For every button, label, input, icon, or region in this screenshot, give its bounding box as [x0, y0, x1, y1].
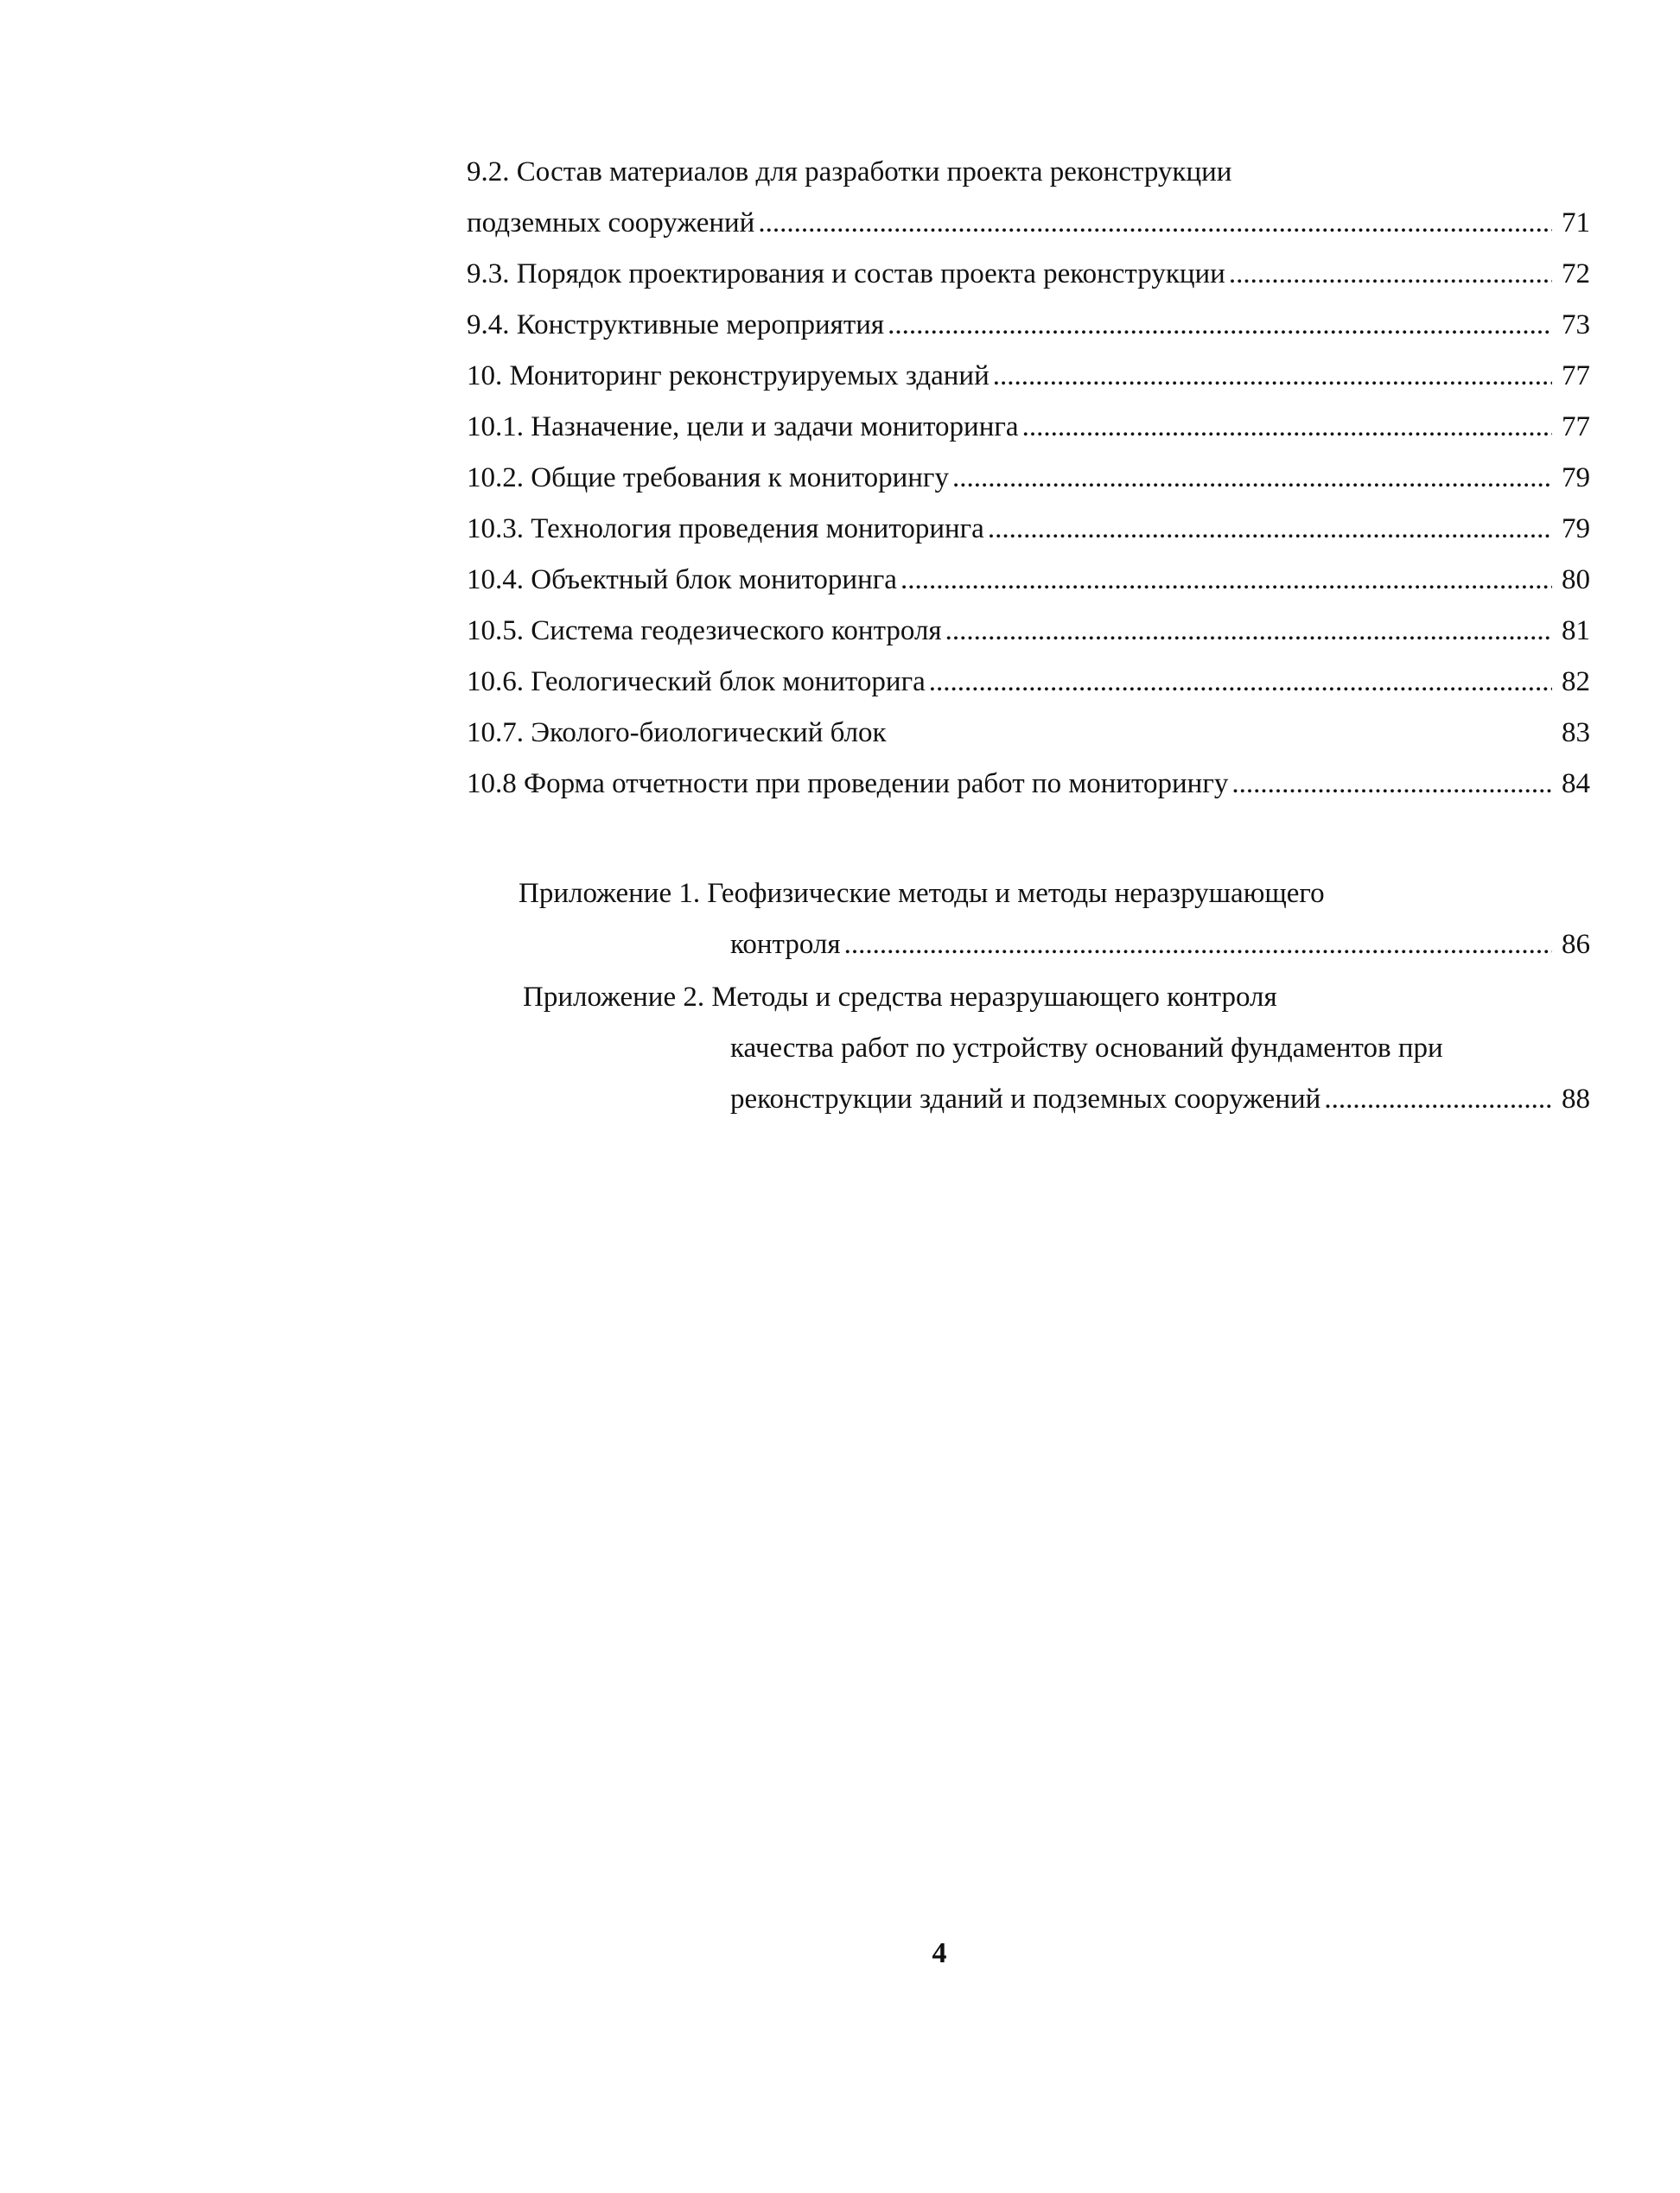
toc-entry-title: 9.4. Конструктивные мероприятия: [467, 309, 885, 340]
dot-leader: [844, 919, 1552, 970]
dot-leader: [1324, 1074, 1552, 1125]
appendix-page: 86: [1562, 929, 1590, 960]
dot-leader: [900, 555, 1552, 606]
appendix-line: [519, 1074, 1590, 1125]
toc-entry-page: 73: [1562, 309, 1590, 340]
toc-entry-title: 10.3. Технология проведения мониторинга: [467, 513, 984, 544]
toc-entry-title: 10.1. Назначение, цели и задачи мониторинга: [467, 411, 1019, 442]
toc-entry-title: 10.4. Объектный блок мониторинга: [467, 564, 897, 595]
toc-entry-page: 77: [1562, 360, 1590, 391]
appendix-title-continued: качества работ по устройству оснований фундаментов при: [730, 1033, 1443, 1064]
dot-leader: [1022, 402, 1552, 453]
toc-entry-page: 79: [1562, 513, 1590, 544]
toc-entry: [467, 504, 1590, 555]
dot-leader: [929, 657, 1552, 708]
dot-leader: [988, 504, 1552, 555]
toc-entry: [467, 300, 1590, 351]
dot-leader: [1231, 759, 1552, 810]
dot-leader: [1229, 249, 1552, 300]
toc-entry-title: подземных сооружений: [467, 207, 755, 238]
toc-entry-page: 82: [1562, 666, 1590, 697]
toc-entry: [467, 351, 1590, 402]
dot-leader: [888, 300, 1552, 351]
appendix-title: Приложение 2. Методы и средства неразрушающего контроля: [523, 982, 1277, 1013]
toc-entry: [467, 555, 1590, 606]
toc-entry-page: 84: [1562, 768, 1590, 799]
toc-entry: [467, 606, 1590, 657]
appendix-1-entry: [519, 868, 1590, 970]
toc-entry-title: 10.6. Геологический блок мониторига: [467, 666, 926, 697]
toc-entry: [467, 453, 1590, 504]
appendix-title-continued: контроля: [730, 929, 841, 960]
toc-entry-title: 10.8 Форма отчетности при проведении работ по мониторингу: [467, 768, 1229, 799]
toc-entry-title: 9.2. Состав материалов для разработки проекта реконструкции: [467, 156, 1232, 188]
toc-entry-page: 81: [1562, 615, 1590, 646]
toc-entry-title: 10.7. Эколого-биологический блок: [467, 717, 887, 748]
toc-entry-title: 10.5. Система геодезического контроля: [467, 615, 942, 646]
table-of-contents: [467, 147, 1590, 810]
toc-entry: [467, 657, 1590, 708]
toc-entry: [467, 198, 1590, 249]
toc-entry: [467, 708, 1590, 759]
toc-entry-page: 77: [1562, 411, 1590, 442]
toc-entry-page: 83: [1562, 717, 1590, 748]
dot-leader: [993, 351, 1552, 402]
appendix-title-continued: реконструкции зданий и подземных сооружений: [730, 1084, 1321, 1115]
appendix-line: [519, 972, 1590, 1023]
toc-entry-page: 71: [1562, 207, 1590, 238]
appendix-line: [519, 919, 1590, 970]
appendix-line: [519, 1023, 1590, 1074]
toc-entry-title: 10. Мониторинг реконструируемых зданий: [467, 360, 990, 391]
toc-entry: [467, 249, 1590, 300]
toc-entry-page: 80: [1562, 564, 1590, 595]
appendix-page: 88: [1562, 1084, 1590, 1115]
dot-leader: [758, 198, 1552, 249]
toc-entry: [467, 147, 1590, 198]
toc-entry-title: 10.2. Общие требования к мониторингу: [467, 462, 949, 493]
toc-entry-title: 9.3. Порядок проектирования и состав проекта реконструкции: [467, 258, 1225, 289]
toc-entry-page: 79: [1562, 462, 1590, 493]
page-number: 4: [932, 1937, 947, 1969]
dot-leader: [952, 453, 1552, 504]
toc-entry: [467, 759, 1590, 810]
appendix-line: [519, 868, 1590, 919]
dot-leader: [945, 606, 1552, 657]
appendix-2-entry: [519, 972, 1590, 1125]
toc-entry: [467, 402, 1590, 453]
toc-entry-page: 72: [1562, 258, 1590, 289]
appendix-title: Приложение 1. Геофизические методы и методы неразрушающего: [519, 878, 1325, 909]
